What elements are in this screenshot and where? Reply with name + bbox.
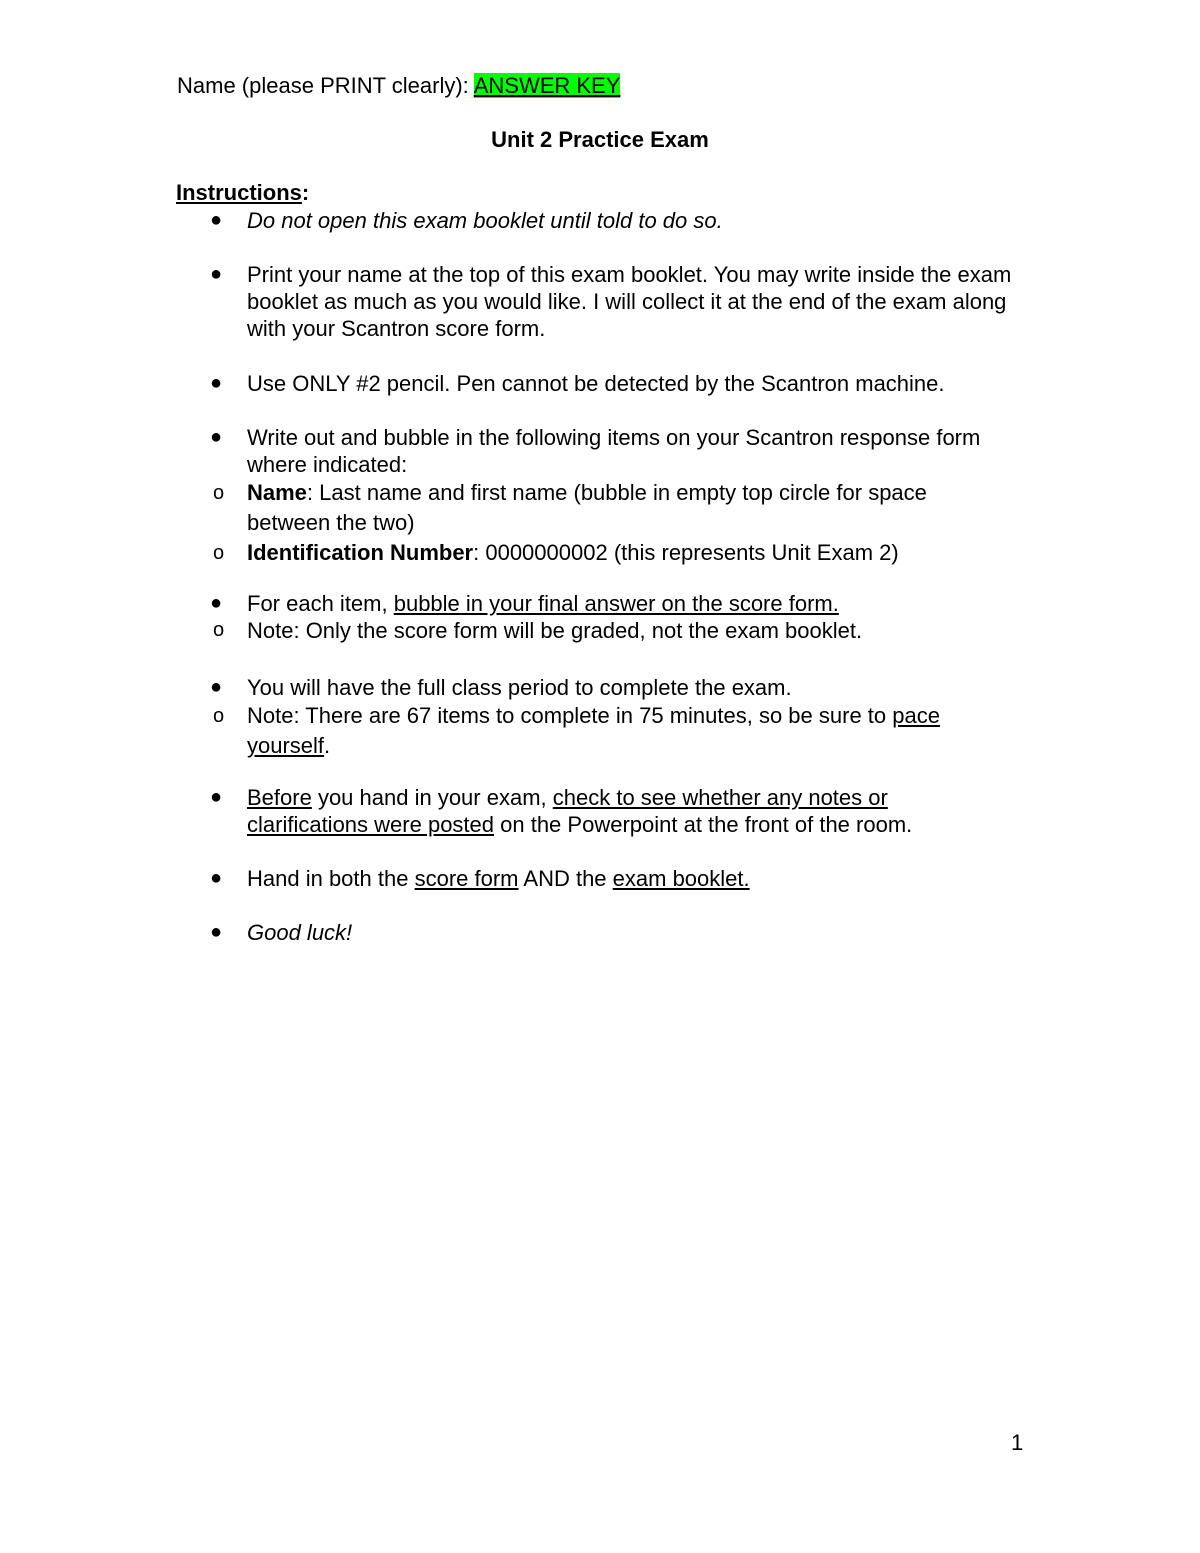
sub-item-text: : 0000000002 (this represents Unit Exam 2) <box>473 540 899 565</box>
name-value-answer-key: ANSWER KEY <box>473 73 621 98</box>
instruction-underlined: bubble in your final answer on the score form. <box>393 591 839 616</box>
instruction-text: Print your name at the top of this exam booklet. You may write inside the exam booklet as much as you would like. I will collect it at the end of the exam along with your Scantron score form. <box>247 262 1012 341</box>
instruction-text: Hand in both the <box>247 866 415 891</box>
sub-item-identification <box>177 538 1047 568</box>
instruction-item-6 <box>210 674 1037 761</box>
instructions-colon: : <box>301 180 310 205</box>
instruction-item-4 <box>210 424 1037 568</box>
sub-item-note <box>177 617 1047 644</box>
instructions-heading <box>176 179 309 207</box>
instruction-underlined: check to see whether any notes or clarifications were posted <box>247 785 888 837</box>
sub-item-text: Note: There are 67 items to complete in 75 minutes, so be sure to <box>247 703 893 728</box>
instruction-item-7 <box>210 784 987 838</box>
sub-bullet-icon: o <box>213 482 225 504</box>
sub-item-label: Name <box>247 480 307 505</box>
instruction-text: You will have the full class period to complete the exam. <box>247 675 792 700</box>
name-line <box>177 72 620 100</box>
instruction-text: For each item, <box>247 591 394 616</box>
sub-bullet-icon: o <box>213 542 225 564</box>
bullet-icon: ● <box>210 867 223 889</box>
sub-item-note <box>177 701 1007 761</box>
page-number: 1 <box>1011 1430 1024 1455</box>
sub-item-label: Identification Number <box>247 540 474 565</box>
instruction-text: Good luck! <box>247 920 353 945</box>
instruction-underlined: exam booklet. <box>612 866 750 891</box>
instruction-text: AND the <box>518 866 613 891</box>
instruction-item-5 <box>210 590 1037 644</box>
instruction-text: on the Powerpoint at the front of the room. <box>494 812 913 837</box>
sub-item-text: : Last name and first name (bubble in empty top circle for space between the two) <box>247 480 927 535</box>
name-label: Name (please PRINT clearly): <box>177 73 474 98</box>
bullet-icon: ● <box>210 921 223 943</box>
instruction-item-3 <box>210 370 1037 397</box>
sub-item-text: Note: Only the score form will be graded, not the exam booklet. <box>247 618 863 643</box>
instruction-item-2 <box>210 261 1037 342</box>
instruction-underlined: score form <box>414 866 519 891</box>
instruction-text: Use ONLY #2 pencil. Pen cannot be detected by the Scantron machine. <box>247 371 945 396</box>
instruction-text: Write out and bubble in the following items on your Scantron response form where indicated: <box>247 425 981 477</box>
bullet-icon: ● <box>210 209 223 231</box>
sub-item-underlined: pace yourself <box>247 703 940 758</box>
bullet-icon: ● <box>210 786 223 808</box>
bullet-icon: ● <box>210 676 223 698</box>
instruction-text: you hand in your exam, <box>311 785 553 810</box>
sub-item-suffix: . <box>324 733 331 758</box>
sub-bullet-icon: o <box>213 619 225 641</box>
page-title: Unit 2 Practice Exam <box>491 127 709 152</box>
instruction-item-9 <box>210 919 1037 946</box>
sub-bullet-icon: o <box>213 705 225 727</box>
sub-item-name <box>177 478 1007 538</box>
bullet-icon: ● <box>210 263 223 285</box>
bullet-icon: ● <box>210 426 223 448</box>
instructions-heading-text: Instructions <box>176 180 302 205</box>
instruction-underlined: Before <box>247 785 312 810</box>
bullet-icon: ● <box>210 372 223 394</box>
instruction-item-1 <box>210 207 1037 234</box>
bullet-icon: ● <box>210 592 223 614</box>
instruction-text: Do not open this exam booklet until told to do so. <box>247 208 723 233</box>
instruction-item-8 <box>210 865 1037 892</box>
